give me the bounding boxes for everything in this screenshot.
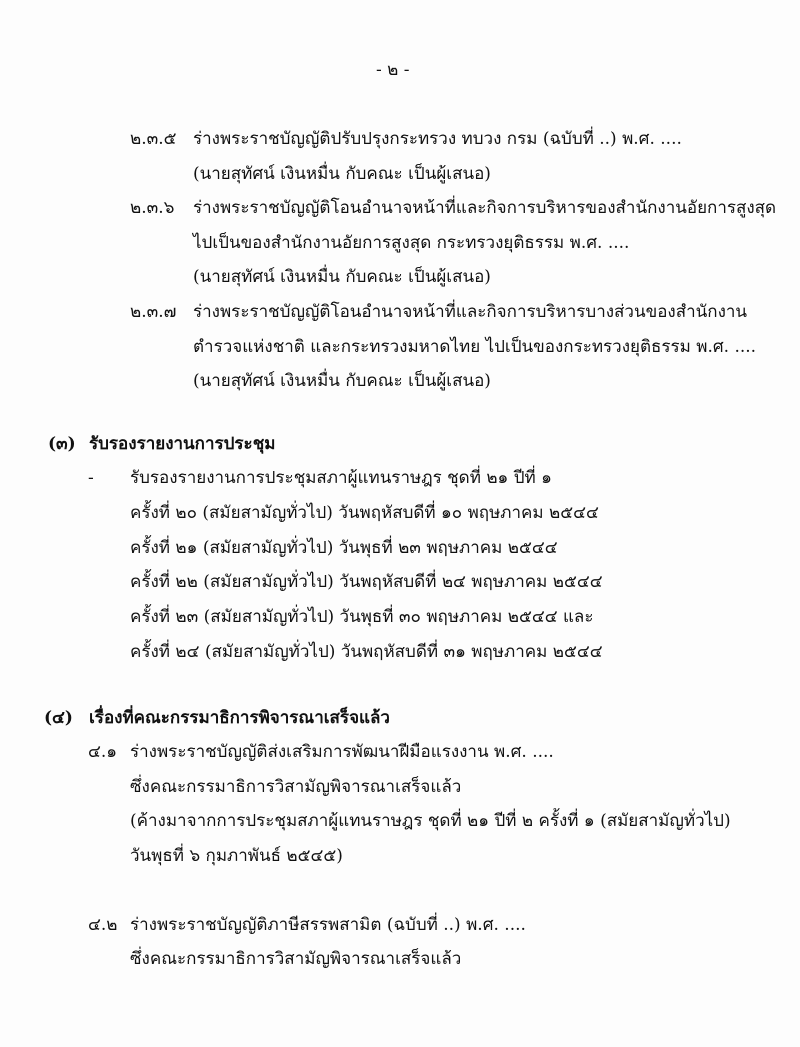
item-text: ร่างพระราชบัญญัติปรับปรุงกระทรวง ทบวง กรม (ฉบับที่ ..) พ.ศ. .... (193, 129, 682, 149)
item-text: ร่างพระราชบัญญัติส่งเสริมการพัฒนาฝีมือแรงงาน พ.ศ. .... (130, 742, 554, 762)
item-text: ตำรวจแห่งชาติ และกระทรวงมหาดไทย ไปเป็นของกระทรวงยุติธรรม พ.ศ. .... (193, 337, 757, 357)
item-text: ร่างพระราชบัญญัติโอนอำนาจหน้าที่และกิจการบริหารบางส่วนของสำนักงาน (193, 302, 748, 322)
item-text: (ค้างมาจากการประชุมสภาผู้แทนราษฎร ชุดที่ ๒๑ ปีที่ ๒ ครั้งที่ ๑ (สมัยสามัญทั่วไป) (130, 811, 731, 831)
section-number: (๓) (48, 434, 76, 454)
section-number: (๔) (44, 708, 73, 728)
meeting-item: ครั้งที่ ๒๔ (สมัยสามัญทั่วไป) วันพฤหัสบดีที่ ๓๑ พฤษภาคม ๒๕๔๔ (130, 642, 603, 662)
item-text: ซึ่งคณะกรรมาธิการวิสามัญพิจารณาเสร็จแล้ว (130, 777, 462, 797)
section-intro: รับรองรายงานการประชุมสภาผู้แทนราษฎร ชุดที่ ๒๑ ปีที่ ๑ (130, 468, 552, 488)
item-text: ไปเป็นของสำนักงานอัยการสูงสุด กระทรวงยุติธรรม พ.ศ. .... (193, 233, 630, 253)
item-number: ๔.๑ (88, 742, 118, 762)
page-number: - ๒ - (376, 60, 410, 80)
item-number: ๔.๒ (88, 915, 118, 935)
item-text: ซึ่งคณะกรรมาธิการวิสามัญพิจารณาเสร็จแล้ว (130, 949, 462, 969)
meeting-item: ครั้งที่ ๒๑ (สมัยสามัญทั่วไป) วันพุธที่ ๒๓ พฤษภาคม ๒๕๔๔ (130, 538, 558, 558)
dash-bullet: - (88, 468, 94, 488)
item-text: ร่างพระราชบัญญัติโอนอำนาจหน้าที่และกิจการบริหารของสำนักงานอัยการสูงสุด (193, 198, 777, 218)
section-title: เรื่องที่คณะกรรมาธิการพิจารณาเสร็จแล้ว (89, 708, 390, 728)
item-number: ๒.๓.๕ (130, 129, 177, 149)
meeting-item: ครั้งที่ ๒๓ (สมัยสามัญทั่วไป) วันพุธที่ ๓๐ พฤษภาคม ๒๕๔๔ และ (130, 607, 594, 627)
item-text: (นายสุทัศน์ เงินหมื่น กับคณะ เป็นผู้เสนอ) (193, 267, 491, 287)
item-number: ๒.๓.๖ (130, 198, 175, 218)
section-title: รับรองรายงานการประชุม (89, 434, 276, 454)
meeting-item: ครั้งที่ ๒๐ (สมัยสามัญทั่วไป) วันพฤหัสบดีที่ ๑๐ พฤษภาคม ๒๕๔๔ (130, 503, 599, 523)
item-text: ร่างพระราชบัญญัติภาษีสรรพสามิต (ฉบับที่ ..) พ.ศ. .... (130, 915, 526, 935)
item-text: วันพุธที่ ๖ กุมภาพันธ์ ๒๕๔๕) (130, 846, 343, 866)
item-text: (นายสุทัศน์ เงินหมื่น กับคณะ เป็นผู้เสนอ) (193, 164, 491, 184)
item-number: ๒.๓.๗ (130, 302, 177, 322)
item-text: (นายสุทัศน์ เงินหมื่น กับคณะ เป็นผู้เสนอ) (193, 371, 491, 391)
meeting-item: ครั้งที่ ๒๒ (สมัยสามัญทั่วไป) วันพฤหัสบดีที่ ๒๔ พฤษภาคม ๒๕๔๔ (130, 572, 603, 592)
